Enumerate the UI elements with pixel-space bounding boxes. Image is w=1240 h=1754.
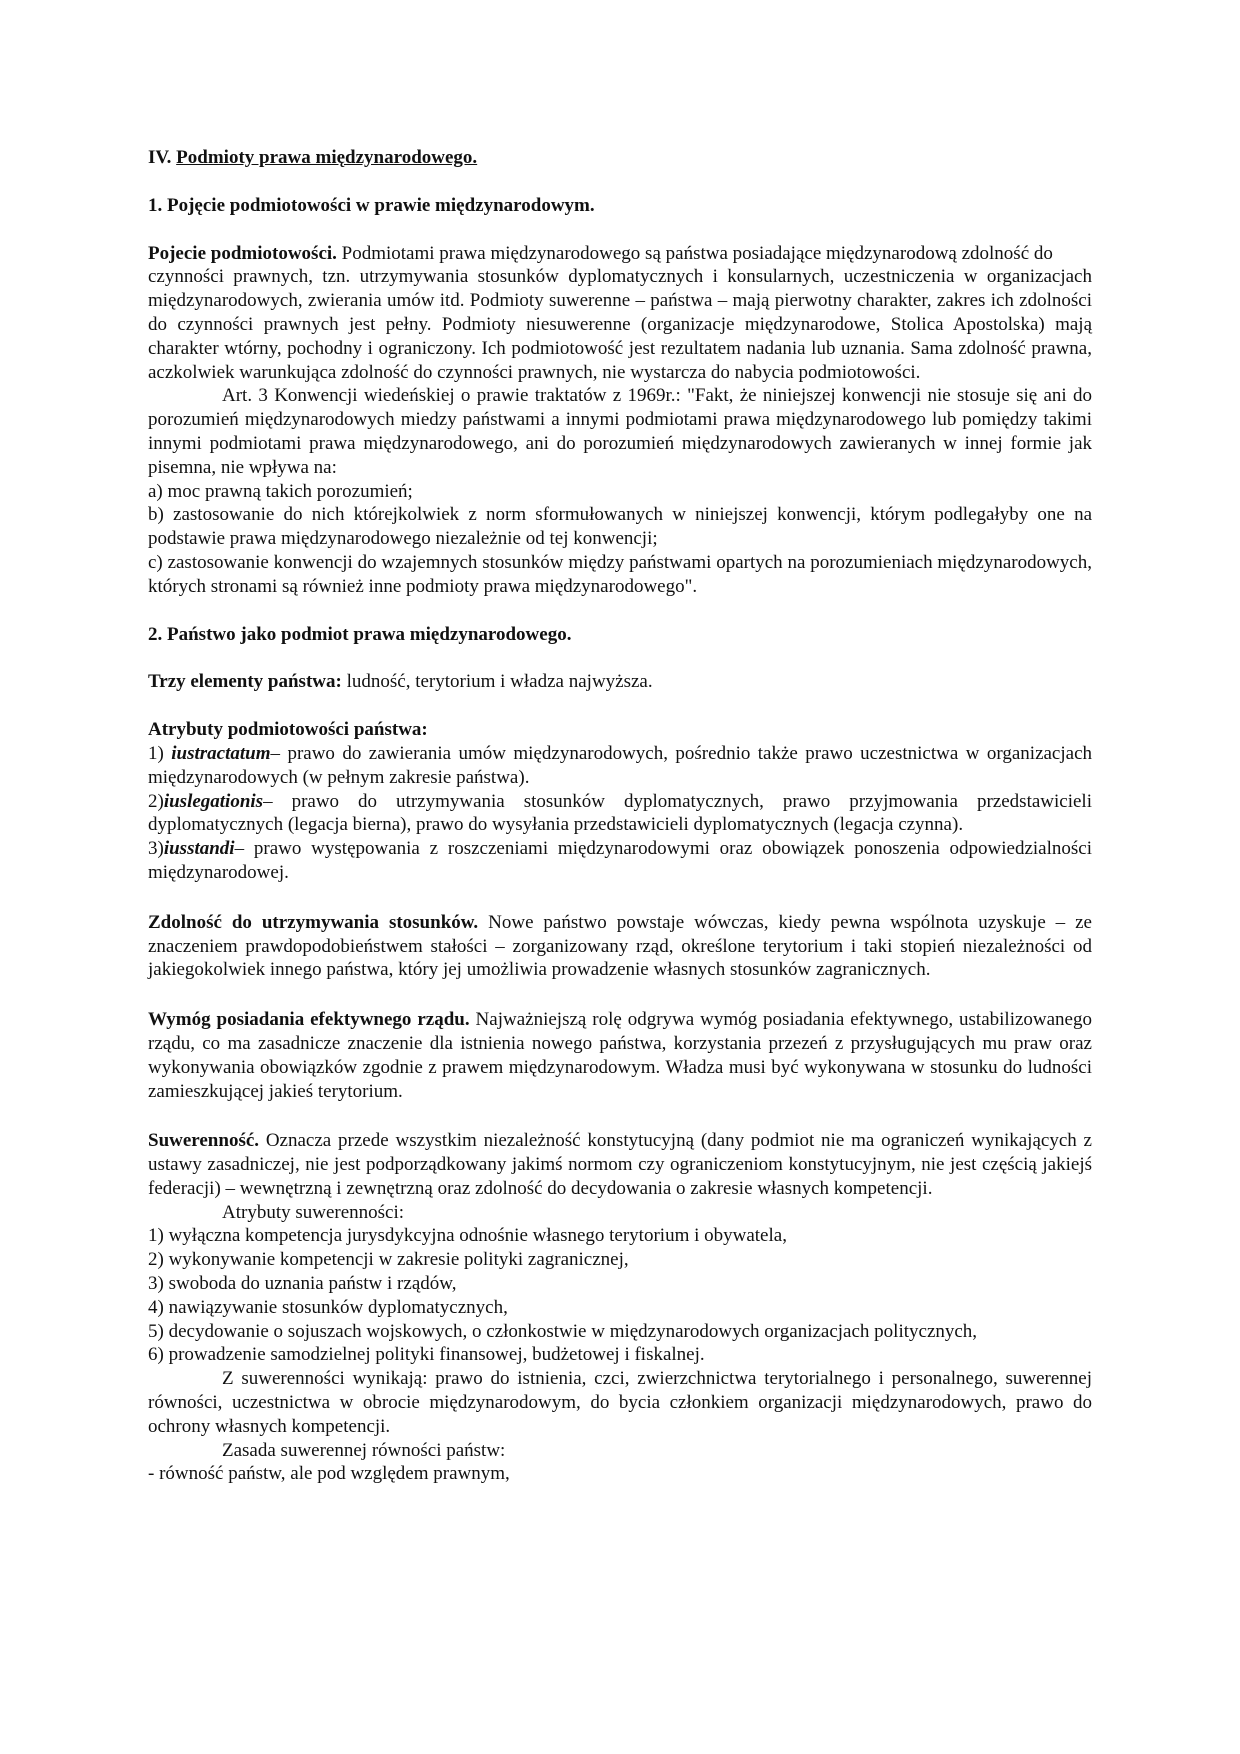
suwerennosc-text: Oznacza przede wszystkim niezależność konstytucyjną (dany podmiot nie ma ograniczeń wynikających z ustawy zasadniczej, nie jest podporządkowany jakimś normom czy ograniczeniom konstytucyjnym, nie jest częścią jakiejś federacji) – wewnętrzną i zewnętrzną oraz zdolność do decydowania o zakresie własnych kompetencji. xyxy=(148,1130,1092,1199)
zdolnosc-term: Zdolność do utrzymywania stosunków. xyxy=(148,911,479,933)
atrybut-2-number: 2) xyxy=(148,790,164,812)
atrybut-3 xyxy=(148,837,1092,885)
podmiotowosc-term: Pojecie podmiotowości. xyxy=(148,242,337,264)
atrybut-1-text: – prawo do zawierania umów międzynarodowych, pośrednio także prawo uczestnictwa w organizacjach międzynarodowych (w pełnym zakresie państwa). xyxy=(148,742,1093,788)
rownosc-line: - równość państw, ale pod względem prawnym, xyxy=(148,1463,510,1485)
atrybut-2-text: – prawo do utrzymywania stosunków dyplomatycznych, prawo przyjmowania przedstawicieli dyplomatycznych (legacja bierna), prawo do wysyłania przedstawicieli dyplomatycznych (legacja czynna). xyxy=(148,790,1092,836)
konwencja-item-b: b) zastosowanie do nich którejkolwiek z norm sformułowanych w niniejszej konwencji, którym podlegałyby one na podstawie prawa międzynarodowego niezależnie od tej konwencji; xyxy=(148,504,1092,550)
podmiotowosc-line1: Podmiotami prawa międzynarodowego są państwa posiadające międzynarodową zdolność do xyxy=(336,242,1053,264)
elementy-text: ludność, terytorium i władza najwyższa. xyxy=(341,671,653,693)
wymog-text: Najważniejszą rolę odgrywa wymóg posiadania efektywnego, ustabilizowanego rządu, co ma zasadnicze znaczenie dla istnienia nowego państwa, korzystania przezeń z przysługujących mu praw oraz wykonywania obowiązków zgodnie z prawem międzynarodowym. Władza musi być wykonywana w stosunku do ludności zamieszkującej jakieś terytorium. xyxy=(148,1009,1092,1102)
konwencja-item-a: a) moc prawną takich porozumień; xyxy=(148,480,413,502)
wymog-paragraph xyxy=(148,1008,1092,1103)
list-item: 5) decydowanie o sojuszach wojskowych, o członkostwie w międzynarodowych organizacjach politycznych, xyxy=(148,1320,978,1342)
wynikaja-paragraph: Z suwerenności wynikają: prawo do istnienia, czci, zwierzchnictwa terytorialnego i personalnego, suwerennej równości, uczestnictwa w obrocie międzynarodowym, do bycia członkiem organizacji międzynarodowych, prawo do ochrony własnych kompetencji. xyxy=(148,1368,1092,1437)
list-item: 6) prowadzenie samodzielnej polityki finansowej, budżetowej i fiskalnej. xyxy=(148,1344,705,1366)
suwerennosc-paragraph xyxy=(148,1129,1092,1200)
chapter-number: IV. xyxy=(148,147,172,168)
atrybut-2 xyxy=(148,790,1092,838)
list-item: 4) nawiązywanie stosunków dyplomatycznych, xyxy=(148,1296,508,1318)
atrybuty-heading: Atrybuty podmiotowości państwa: xyxy=(148,719,428,741)
atrybut-1 xyxy=(148,742,1092,790)
atrybut-3-number: 3) xyxy=(148,838,164,860)
elementy-paragraph xyxy=(148,670,1092,694)
atrybut-1-number: 1) xyxy=(148,742,172,764)
atrybut-2-term: iuslegationis xyxy=(163,790,264,812)
atrybut-3-text: – prawo występowania z roszczeniami międzynarodowymi oraz obowiązek ponoszenia odpowiedzialności międzynarodowej. xyxy=(148,838,1092,883)
zdolnosc-text: Nowe państwo powstaje wówczas, kiedy pewna wspólnota uzyskuje – ze znaczeniem prawdopodobieństwem stałości – zorganizowany rząd, określone terytorium i taki stopień niezależności od jakiegokolwiek innego państwa, który jej umożliwia prowadzenie własnych stosunków zagranicznych. xyxy=(148,911,1092,981)
podmiotowosc-body: czynności prawnych, tzn. utrzymywania stosunków dyplomatycznych i konsularnych, uczestniczenia w organizacjach międzynarodowych, zwierania umów itd. Podmioty suwerenne – państwa – mają pierwotny charakter, zakres ich zdolności do czynności prawnych jest pełny. Podmioty niesuwerenne (organizacje międzynarodowe, Stolica Apostolska) mają charakter wtórny, pochodny i ograniczony. Ich podmiotowość jest rezultatem nadania lub uznania. Sama zdolność prawna, aczkolwiek warunkująca zdolność do czynności prawnych, nie wystarcza do nabycia podmiotowości. xyxy=(148,266,1092,383)
section-2-heading: 2. Państwo jako podmiot prawa międzynarodowego. xyxy=(148,623,572,645)
konwencja-item-c: c) zastosowanie konwencji do wzajemnych stosunków między państwami opartych na porozumieniach międzynarodowych, których stronami są również inne podmioty prawa międzynarodowego". xyxy=(148,551,1092,597)
section-1-heading: 1. Pojęcie podmiotowości w prawie międzynarodowym. xyxy=(148,194,595,216)
list-item: 1) wyłączna kompetencja jurysdykcyjna odnośnie własnego terytorium i obywatela, xyxy=(148,1225,787,1247)
zdolnosc-paragraph xyxy=(148,911,1092,982)
zasada-label: Zasada suwerennej równości państw: xyxy=(222,1439,506,1461)
list-item: 3) swoboda do uznania państw i rządów, xyxy=(148,1273,457,1295)
atrybuty-suwerennosci-label: Atrybuty suwerenności: xyxy=(222,1201,405,1223)
suwerennosc-term: Suwerenność. xyxy=(148,1130,260,1152)
konwencja-paragraph: Art. 3 Konwencji wiedeńskiej o prawie traktatów z 1969r.: "Fakt, że niniejszej konwencji nie stosuje się ani do porozumień międzynarodowych miedzy państwami a innymi podmiotami prawa międzynarodowego lub pomiędzy takimi innymi podmiotami prawa międzynarodowego, ani do porozumień międzynarodowych zawieranych w innej formie jak pisemna, nie wpływa na: xyxy=(148,385,1092,478)
atrybut-1-term: iustractatum xyxy=(171,742,271,764)
atrybut-3-term: iusstandi xyxy=(163,838,235,860)
wymog-term: Wymóg posiadania efektywnego rządu. xyxy=(148,1009,470,1031)
elementy-term: Trzy elementy państwa: xyxy=(148,671,342,693)
podmiotowosc-paragraph xyxy=(148,242,1092,266)
list-item: 2) wykonywanie kompetencji w zakresie polityki zagranicznej, xyxy=(148,1249,629,1271)
chapter-heading xyxy=(148,146,1092,170)
chapter-title: Podmioty prawa międzynarodowego. xyxy=(176,147,478,168)
